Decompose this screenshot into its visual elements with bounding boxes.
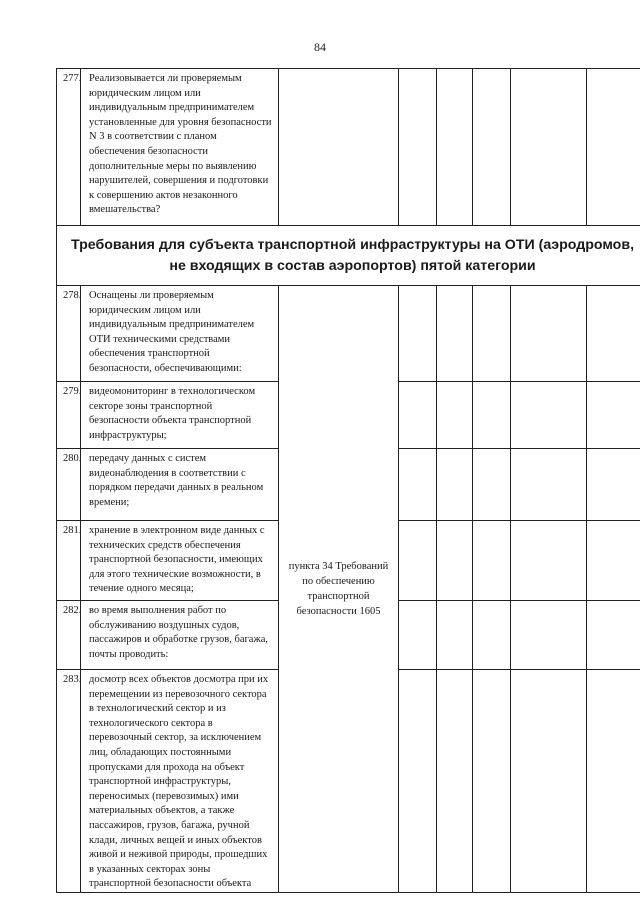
comment-cell [587, 286, 640, 382]
answer-no-cell [437, 69, 473, 226]
answer-na-cell [473, 69, 511, 226]
section-heading: Требования для субъекта транспортной инфраструктуры на ОТИ (аэродромов, не входящих в состав аэропортов) пятой категории [57, 226, 640, 286]
row-number: 282. [57, 601, 81, 670]
row-number: 278. [57, 286, 81, 382]
row-number: 280. [57, 449, 81, 521]
question-text: Оснащены ли проверяемым юридическим лицом или индивидуальным предпринимателем ОТИ техническими средствами обеспечения транспортной безопасности, обеспечивающими: [81, 286, 279, 382]
answer-yes-cell [399, 601, 437, 670]
notes-cell [511, 382, 587, 449]
notes-cell [511, 449, 587, 521]
comment-cell [587, 69, 640, 226]
reference-cell [279, 69, 399, 226]
answer-na-cell [473, 521, 511, 601]
answer-yes-cell [399, 69, 437, 226]
answer-no-cell [437, 601, 473, 670]
question-text: досмотр всех объектов досмотра при их перемещении из перевозочного сектора в технологический сектор и из технологического сектора в перевозочный сектор, за исключением лиц, обладающих постоянными пропусками для прохода на объект транспортной инфраструктуры, переносимых (перевозимых) ими материальных объектов, а также пассажиров, грузов, багажа, ручной клади, личных вещей и иных объектов живой и неживой природы, прошедших в указанных секторах зоны транспортной безопасности объекта [81, 670, 279, 893]
answer-yes-cell [399, 521, 437, 601]
answer-no-cell [437, 382, 473, 449]
answer-yes-cell [399, 449, 437, 521]
answer-no-cell [437, 286, 473, 382]
answer-yes-cell [399, 670, 437, 893]
comment-cell [587, 670, 640, 893]
question-text: хранение в электронном виде данных с технических средств обеспечения транспортной безопасности, имеющих для этого технические возможности, в течение одного месяца; [81, 521, 279, 601]
comment-cell [587, 382, 640, 449]
answer-na-cell [473, 286, 511, 382]
answer-na-cell [473, 601, 511, 670]
checklist-table [56, 68, 640, 893]
table-row [57, 69, 640, 226]
comment-cell [587, 601, 640, 670]
comment-cell [587, 521, 640, 601]
answer-na-cell [473, 382, 511, 449]
notes-cell [511, 286, 587, 382]
answer-no-cell [437, 449, 473, 521]
requirement-reference: пункта 34 Требований по обеспечению транспортной безопасности 1605 [279, 286, 399, 893]
answer-no-cell [437, 670, 473, 893]
question-text: Реализовывается ли проверяемым юридическим лицом или индивидуальным предпринимателем установленные для уровня безопасности N 3 в соответствии с планом обеспечения безопасности дополнительные меры по выявлению нарушителей, совершения и подготовки к совершению актов незаконного вмешательства? [81, 69, 279, 226]
notes-cell [511, 670, 587, 893]
notes-cell [511, 601, 587, 670]
table-row [57, 286, 640, 382]
row-number: 283. [57, 670, 81, 893]
answer-na-cell [473, 449, 511, 521]
row-number: 277. [57, 69, 81, 226]
answer-yes-cell [399, 286, 437, 382]
section-heading-row [57, 226, 640, 286]
comment-cell [587, 449, 640, 521]
row-number: 279. [57, 382, 81, 449]
question-text: видеомониторинг в технологическом секторе зоны транспортной безопасности объекта транспортной инфраструктуры; [81, 382, 279, 449]
answer-no-cell [437, 521, 473, 601]
answer-na-cell [473, 670, 511, 893]
page-number: 84 [314, 40, 326, 54]
question-text: во время выполнения работ по обслуживанию воздушных судов, пассажиров и обработке грузов, багажа, почты проводить: [81, 601, 279, 670]
notes-cell [511, 69, 587, 226]
answer-yes-cell [399, 382, 437, 449]
question-text: передачу данных с систем видеонаблюдения в соответствии с порядком передачи данных в реальном времени; [81, 449, 279, 521]
notes-cell [511, 521, 587, 601]
row-number: 281. [57, 521, 81, 601]
